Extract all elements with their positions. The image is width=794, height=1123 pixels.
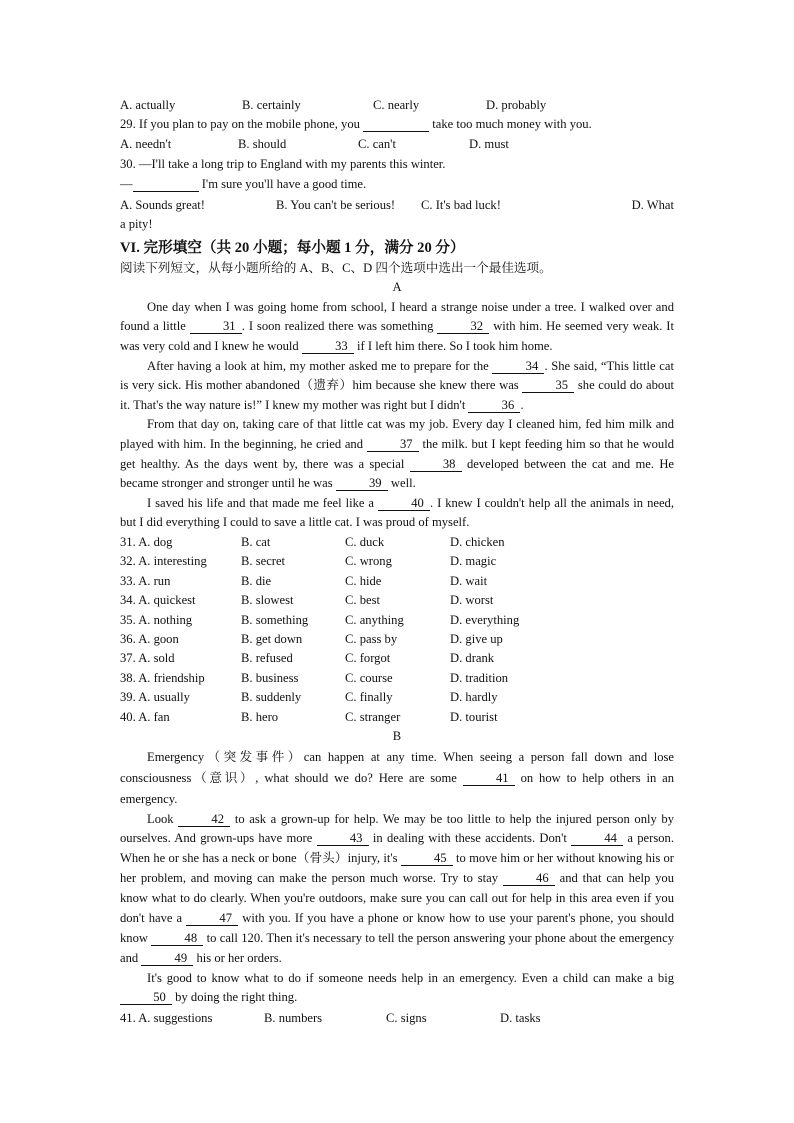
option: C. nearly [373, 98, 420, 112]
question-29: 29. If you plan to pay on the mobile phone, you take too much money with you. [120, 117, 592, 132]
blank-40: 40 [378, 496, 430, 511]
question-options-row: 37. A. sold B. refused C. forgot D. drank [120, 651, 495, 666]
option: B. should [238, 137, 287, 151]
question-30-response: — I'm sure you'll have a good time. [120, 177, 367, 191]
option: A. actually [120, 98, 176, 112]
blank-43: 43 [317, 831, 369, 846]
question-options-row: 34. A. quickest B. slowest C. best D. worst [120, 593, 494, 608]
option: B. You can't be serious! [276, 197, 396, 212]
passage-a-questions [120, 533, 674, 727]
q30-options [120, 196, 674, 215]
q29-options [120, 135, 674, 154]
question-options-row: 35. A. nothing B. something C. anything D. everything [120, 612, 520, 627]
blank-32: 32 [437, 319, 489, 334]
question-options-row: 36. A. goon B. get down C. pass by D. give up [120, 631, 503, 646]
blank-38: 38 [410, 457, 462, 472]
blank-35: 35 [522, 378, 574, 393]
option: D. probably [486, 98, 547, 112]
option: C. can't [358, 137, 396, 151]
passage-a-paragraph-4: I saved his life and that made me feel like a 40 . I knew I couldn't help all the animals in need, but I did everything I could to save a little cat. I was proud of myself. [120, 495, 674, 530]
answer-blank [363, 117, 429, 132]
passage-b-paragraph-2: Look 42 to ask a grown-up for help. We may be too little to help the injured person only by ourselves. And grown-ups have more 43 in dealing with these accidents. Don't 44 a person. When he or she has a neck or bone（骨头）injury, it's 45 to move him or her without knowing his or her problem, and moving can make the person much worse. Try to stay 46 and that can help you know what to do clearly. When you're outdoors, make sure you can call out for help in this area even if you don't have a 47 with you. If you have a phone or know how to use your parent's phone, you should know 48 to call 120. Then it's necessary to tell the person answering your phone about the emergency and 49 his or her orders. [120, 811, 675, 965]
question-options-row: 40. A. fan B. hero C. stranger D. tourist [120, 709, 498, 724]
question-30: 30. —I'll take a long trip to England with my parents this winter. [120, 157, 446, 172]
passage-b-paragraph-1: Emergency（突发事件）can happen at any time. When seeing a person fall down and lose consciousness（意识）, what should we do? Here are some 41 on how to help others in an emergency. [120, 749, 674, 806]
answer-blank [133, 177, 199, 192]
section-heading: VI. 完形填空（共 20 小题；每小题 1 分，满分 20 分） [120, 239, 465, 256]
section-instruction: 阅读下列短文，从每小题所给的 A、B、C、D 四个选项中选出一个最佳选项。 [120, 260, 552, 275]
blank-46: 46 [503, 871, 555, 886]
option: B. certainly [242, 98, 301, 112]
blank-33: 33 [302, 339, 354, 354]
blank-34: 34 [492, 359, 544, 374]
blank-45: 45 [401, 851, 453, 866]
option-wrap: a pity! [120, 217, 153, 231]
passage-a-paragraph-2: After having a look at him, my mother asked me to prepare for the 34 . She said, “This little cat is very sick. His mother abandoned（遗弃）him because she knew there was 35 she could do about it. That's the way nature is!” I knew my mother was right but I didn't 36 . [120, 358, 675, 412]
blank-37: 37 [367, 437, 419, 452]
passage-a-paragraph-1: One day when I was going home from school, I heard a strange noise under a tree. I walked over and found a little 31 . I soon realized there was something 32 with him. He seemed very weak. It was very cold and I knew he would 33 if I left him there. So I took him home. [120, 299, 674, 353]
question-options-row: 33. A. run B. die C. hide D. wait [120, 573, 488, 588]
question-options-row: 38. A. friendship B. business C. course D. tradition [120, 670, 509, 685]
passage-a-paragraph-3: From that day on, taking care of that little cat was my job. Every day I cleaned him, fed him milk and played with him. In the beginning, he cried and 37 the milk. but I kept feeding him so that he would get healthy. As the days went by, there was a special 38 developed between the cat and me. He became stronger and stronger until he was 39 well. [120, 417, 675, 491]
blank-49: 49 [141, 951, 193, 966]
question-options-row: 32. A. interesting B. secret C. wrong D. magic [120, 554, 497, 569]
blank-42: 42 [178, 812, 230, 827]
blank-44: 44 [571, 831, 623, 846]
passage-b-paragraph-3: It's good to know what to do if someone needs help in an emergency. Even a child can make a big 50 by doing the right thing. [120, 969, 674, 1008]
question-options-row: 31. A. dog B. cat C. duck D. chicken [120, 534, 505, 549]
passage-a-label: A [392, 280, 402, 295]
blank-36: 36 [468, 398, 520, 413]
option: D. What [631, 197, 674, 212]
question-options-row: 41. A. suggestions B. numbers C. signs D. tasks [120, 1011, 541, 1025]
q28-options [120, 96, 674, 115]
blank-48: 48 [151, 931, 203, 946]
question-options-row: 39. A. usually B. suddenly C. finally D. hardly [120, 690, 498, 705]
option: D. must [469, 137, 509, 151]
exam-page [120, 96, 674, 1028]
blank-41: 41 [463, 771, 515, 786]
blank-47: 47 [186, 911, 238, 926]
option: C. It's bad luck! [421, 197, 501, 212]
blank-39: 39 [336, 476, 388, 491]
passage-b-label: B [392, 728, 402, 743]
option: A. Sounds great! [120, 197, 205, 212]
blank-50: 50 [120, 990, 172, 1005]
blank-31: 31 [190, 319, 242, 334]
option: A. needn't [120, 137, 172, 151]
